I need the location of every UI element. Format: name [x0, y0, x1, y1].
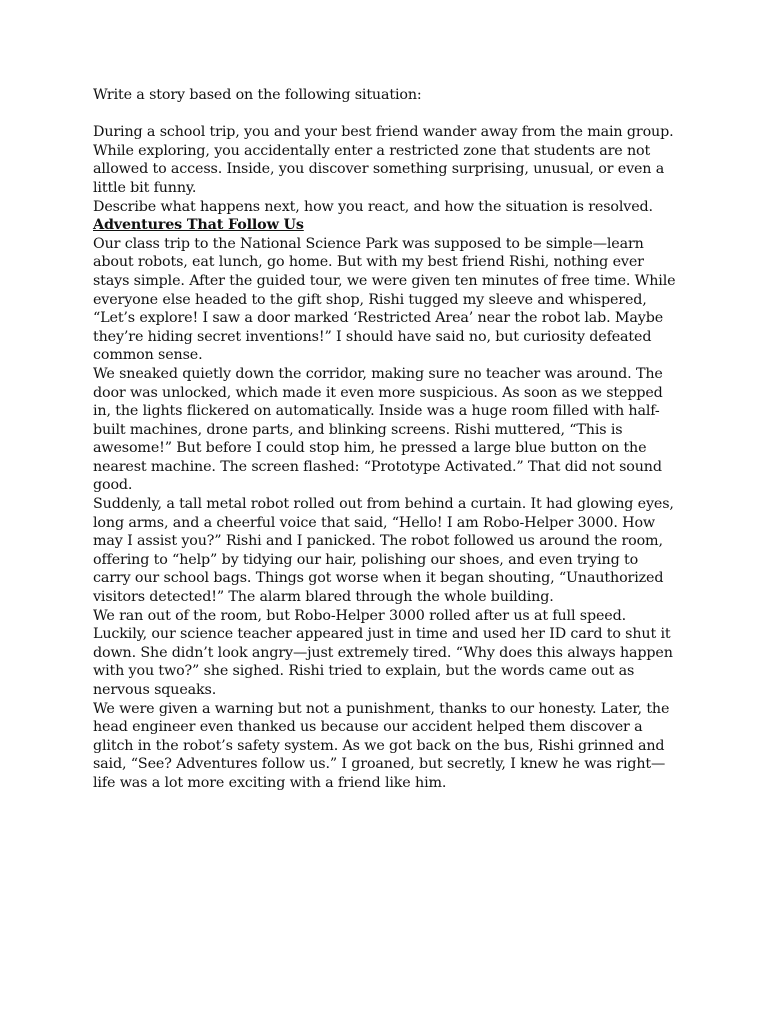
story-paragraph-5: We were given a warning but not a punishment, thanks to our honesty. Later, the head engineer even thanked us because our accident helped them discover a glitch in the robot’s safety system. As we got back on the bus, Rishi grinned and said, “See? Adventures follow us.” I groaned, but secretly, I knew he was right— life was a lot more exciting with a friend like him. [93, 700, 670, 791]
story-paragraph-4: We ran out of the room, but Robo-Helper 3000 rolled after us at full speed. Luckily, our science teacher appeared just in time and used her ID card to shut it down. She didn’t look angry—just extremely tired. “Why does this always happen with you two?” she sighed. Rishi tried to explain, but the words came out as nervous squeaks. [93, 607, 673, 698]
story-paragraph-2: We sneaked quietly down the corridor, making sure no teacher was around. The door was unlocked, which made it even more suspicious. As soon as we stepped in, the lights flickered on automatically. Inside was a huge room filled with half- built machines, drone parts, and blinking screens. Rishi muttered, “This is awesome!” But before I could stop him, he pressed a large blue button on the nearest machine. The screen flashed: “Prototype Activated.” That did not sound good. [93, 365, 663, 494]
prompt-instruction: Write a story based on the following situation: [93, 87, 422, 103]
story-title: Adventures That Follow Us [93, 217, 304, 234]
prompt-situation: During a school trip, you and your best friend wander away from the main group. While exploring, you accidentally enter a restricted zone that students are not allowed to access. Inside, you discover something surprising, unusual, or even a little bit funny. [93, 124, 674, 196]
prompt-task: Describe what happens next, how you react, and how the situation is resolved. [93, 198, 653, 215]
story-body [93, 235, 683, 793]
document-page [93, 86, 683, 793]
story-paragraph-1: Our class trip to the National Science Park was supposed to be simple—learn about robots, eat lunch, go home. But with my best friend Rishi, nothing ever stays simple. After the guided tour, we were given ten minutes of free time. While everyone else headed to the gift shop, Rishi tugged my sleeve and whispered, “Let’s explore! I saw a door marked ‘Restricted Area’ near the robot lab. Maybe they’re hiding secret inventions!” I should have said no, but curiosity defeated common sense. [93, 235, 676, 364]
story-paragraph-3: Suddenly, a tall metal robot rolled out from behind a curtain. It had glowing eyes, long arms, and a cheerful voice that said, “Hello! I am Robo-Helper 3000. How may I assist you?” Rishi and I panicked. The robot followed us around the room, offering to “help” by tidying our hair, polishing our shoes, and even trying to carry our school bags. Things got worse when it began shouting, “Unauthorized visitors detected!” The alarm blared through the whole building. [93, 496, 674, 606]
prompt-block [93, 123, 683, 216]
